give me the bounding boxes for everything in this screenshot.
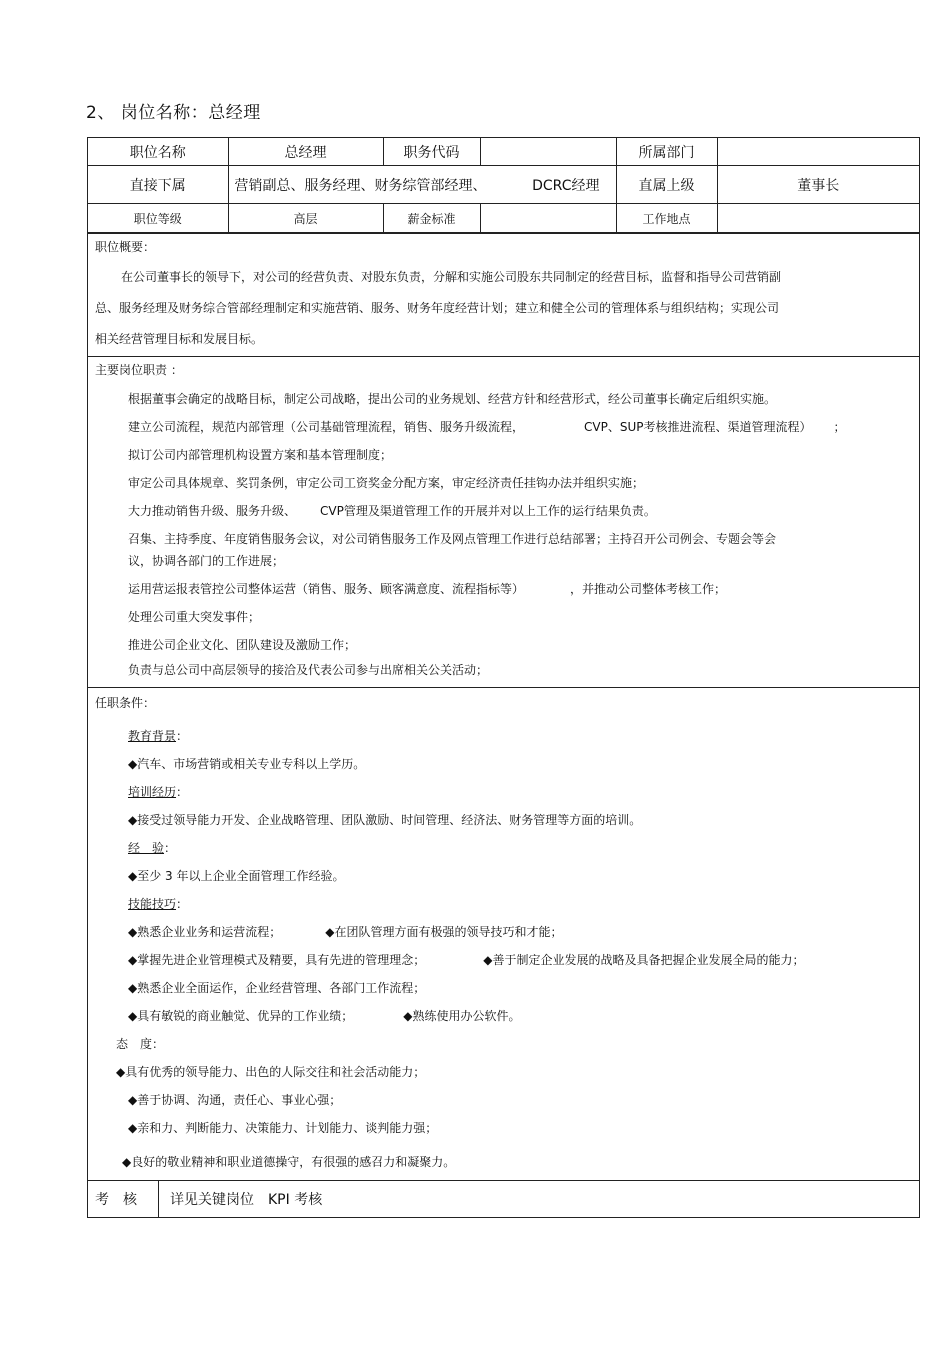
attitude-item: ◆具有优秀的领导能力、出色的人际交往和社会活动能力；: [116, 1065, 426, 1079]
value-work-location: [717, 204, 919, 233]
value-position-level: 高层: [228, 204, 383, 233]
education-item: ◆汽车、市场营销或相关专业专科以上学历。: [128, 757, 366, 771]
training-heading: 培训经历：: [128, 785, 189, 799]
overview-section: [88, 233, 919, 356]
label-salary-standard: 薪金标准: [383, 204, 480, 233]
skill-item: ◆熟悉企业全面运作，企业经营管理、各部门工作流程；: [128, 981, 426, 995]
overview-line: 在公司董事长的领导下，对公司的经营负责、对股东负责，分解和实施公司股东共同制定的经营目标，监督和指导公司营销副: [121, 270, 782, 284]
assessment-label: 考 核: [88, 1181, 159, 1217]
education-heading: 教育背景：: [128, 729, 189, 743]
overview-line: 相关经营管理目标和发展目标。: [95, 332, 264, 346]
attitude-item: ◆良好的敬业精神和职业道德操守，有很强的感召力和凝聚力。: [122, 1155, 456, 1169]
experience-heading: 经 验：: [128, 841, 177, 855]
label-direct-subordinates: 直接下属: [88, 166, 228, 204]
label-direct-superior: 直属上级: [616, 166, 717, 204]
skill-item: ◆掌握先进企业管理模式及精要，具有先进的管理理念； ◆善于制定企业发展的战略及具备把握企业发展全局的能力；: [128, 953, 805, 967]
duty-item: 负责与总公司中高层领导的接洽及代表公司参与出席相关公关活动；: [128, 663, 489, 677]
value-direct-superior: 董事长: [717, 166, 919, 204]
attitude-item: ◆亲和力、判断能力、决策能力、计划能力、谈判能力强；: [128, 1121, 438, 1135]
duty-item: 召集、主持季度、年度销售服务会议，对公司销售服务工作及网点管理工作进行总结部署；主持召开公司例会、专题会等会 议，协调各部门的工作进展；: [128, 532, 777, 568]
experience-item: ◆至少 3 年以上企业全面管理工作经验。: [128, 869, 345, 883]
requirements-title: 任职条件：: [95, 696, 156, 710]
assessment-row: [88, 1180, 919, 1217]
attitude-item: ◆善于协调、沟通，责任心、事业心强；: [128, 1093, 342, 1107]
label-job-code: 职务代码: [383, 138, 480, 166]
label-department: 所属部门: [616, 138, 717, 166]
label-position-level: 职位等级: [88, 204, 228, 233]
subordinates-dcrc: DCRC经理: [532, 177, 600, 194]
attitude-heading: 态 度：: [116, 1037, 165, 1051]
overview-text: [88, 262, 919, 355]
value-salary-standard: [480, 204, 616, 233]
value-position-name: 总经理: [228, 138, 383, 166]
label-work-location: 工作地点: [616, 204, 717, 233]
duty-item: 推进公司企业文化、团队建设及激励工作；: [128, 638, 357, 652]
skills-heading: 技能技巧：: [128, 897, 189, 911]
value-department: [717, 138, 919, 166]
overview-title: 职位概要：: [95, 240, 156, 254]
assessment-value: 详见关键岗位 KPI 考核: [170, 1192, 323, 1208]
subordinates-list: 营销副总、服务经理、财务综管部经理、: [234, 177, 487, 194]
duty-item: 处理公司重大突发事件；: [128, 610, 261, 624]
duty-item: 根据董事会确定的战略目标，制定公司战略，提出公司的业务规划、经营方针和经营形式，经公司董事长确定后组织实施。: [128, 392, 777, 406]
skill-item: ◆熟悉企业业务和运营流程； ◆在团队管理方面有极强的领导技巧和才能；: [128, 925, 563, 939]
page-title: 2、 岗位名称：总经理: [86, 103, 261, 123]
requirements-section: [88, 687, 919, 1180]
duties-title: 主要岗位职责 ：: [95, 363, 183, 377]
overview-line: 总、服务经理及财务综合管部经理制定和实施营销、服务、财务年度经营计划；建立和健全公司的管理体系与组织结构；实现公司: [95, 301, 780, 315]
value-direct-subordinates: [228, 166, 616, 204]
skill-item: ◆具有敏锐的商业触觉、优异的工作业绩； ◆熟练使用办公软件。: [128, 1009, 521, 1023]
training-item: ◆接受过领导能力开发、企业战略管理、团队激励、时间管理、经济法、财务管理等方面的培训。: [128, 813, 642, 827]
label-position-name: 职位名称: [88, 138, 228, 166]
duty-item: 运用营运报表管控公司整体运营（销售、服务、顾客满意度、流程指标等） ，并推动公司整体考核工作；: [128, 582, 727, 596]
duty-item: 拟订公司内部管理机构设置方案和基本管理制度；: [128, 448, 393, 462]
basic-info-table: [88, 138, 919, 233]
duty-item: 审定公司具体规章、奖罚条例，审定公司工资奖金分配方案，审定经济责任挂钩办法并组织实施；: [128, 476, 645, 490]
duty-item: 建立公司流程，规范内部管理（公司基础管理流程，销售、服务升级流程， CVP、SUP考核推进流程、渠道管理流程） ；: [128, 420, 846, 434]
job-description-table: [87, 137, 920, 1218]
duty-item: 大力推动销售升级、服务升级、 CVP管理及渠道管理工作的开展并对以上工作的运行结果负责。: [128, 504, 656, 518]
value-job-code: [480, 138, 616, 166]
duties-section: [88, 356, 919, 687]
